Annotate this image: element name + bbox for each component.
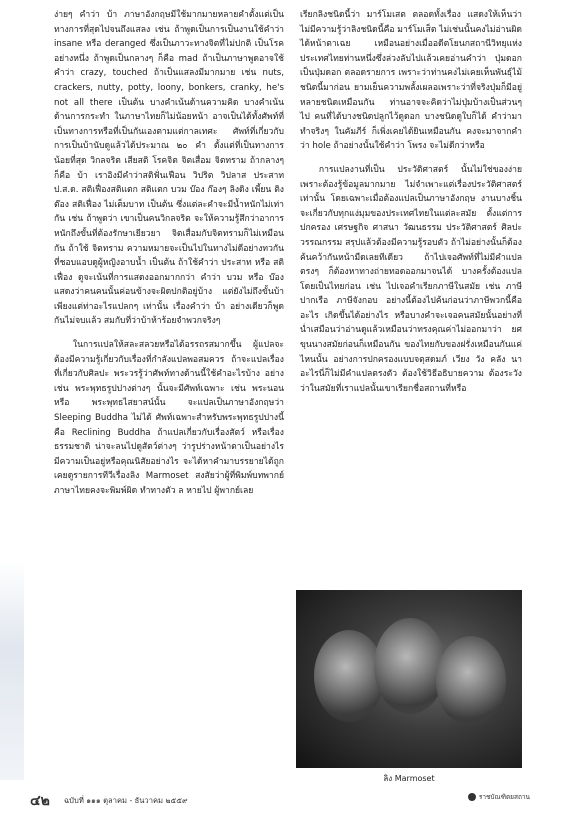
text-column-left	[54, 8, 284, 499]
marmoset-figure	[436, 636, 506, 726]
marmoset-figure	[314, 630, 384, 722]
body-paragraph: ง่ายๆ คำว่า บ้า ภาษาอังกฤษมีใช้มากมายหลายคำตั้งแต่เป็นทางการที่สุดไปจนถึงแสลง เช่น ถ้าพูดเป็นการเป็นงานใช้คำว่า insane หรือ deranged ซึ่งเป็นภาวะทางจิตที่ไม่ปกติ เป็นโรคอย่างหนึ่ง ถ้าพูดเป็นกลางๆ ก็คือ mad ถ้าเป็นภาษาพูดอาจใช้คำว่า crazy, touched ถ้าเป็นแสลงมีมากมาย เช่น nuts, crackers, nutty, potty, loony, bonkers, cranky, he's not all there เป็นต้น บางคำเน้นด้านความคิด บางคำเน้นด้านการกระทำ ในภาษาไทยก็ไม่น้อยหน้า อาจเป็นได้ทั้งศัพท์ที่เป็นทางการหรือที่เป็นกันเองตามแต่กาลเทศะ ศัพท์ที่เกี่ยวกับการเป็นบ้านับดูแล้วได้ประมาณ ๒๐ คำ ตั้งแต่ที่เป็นทางการน้อยที่สุด วิกลจริต เสียสติ โรคจิต จิตเสื่อม จิตทราม ถ้ากลางๆ ก็คือ บ้า เราอิงมีคำว่าสติฟั่นเฟือน วิปริต วิปลาส ประสาท ป.ส.ด. สติเฟื่องสติแตก สติแตก บวม บ๊อง ก๊องๆ ลิงดิง เพี้ยน ติงต๊อง สติเฟื่อง ไม่เต็มบาท เป็นต้น ซึ่งแต่ละคำจะมีน้ำหนักไม่เท่ากัน เช่น ถ้าพูดว่า เขาเป็นคนวิกลจริต จะให้ความรู้สึกว่าอาการหนักถึงขั้นที่ต้องรักษาเยียวยา จิตเสื่อมกับจิตทรามก็ไม่เหมือนกัน ถ้าใช้ จิตทราม ความหมายจะเป็นไปในทางไม่ดีอย่างทวกันที่ชอบแอบดูผู้หญิงอาบน้ำ เป็นต้น ถ้าใช้คำว่า ประสาท หรือ สติเฟื่อง ดูจะเน้นที่การแสดงออกมากกว่า คำว่า บวม หรือ บ๊อง แสดงว่าคนคนนั้นค่อนข้างจะผิดปกติอยู่บ้าง แต่ยังไม่ถึงขั้นบ้า เพียงแต่ท่าอะไรแปลกๆ เท่านั้น เรื่องคำว่า บ้า อย่างเดียวก็พูดกันไม่จบแล้ว สมกับที่ว่าบ้าห้าร้อยจำพวกจริงๆ	[54, 10, 284, 327]
body-paragraph: เรียกลิงชนิดนี้ว่า มาร์โมเสต ตลอดทั้งเรื่อง แสดงให้เห็นว่าไม่มีความรู้ว่าลิงชนิดนี้คือ มาร์โมเส็ต ไม่เช่นนั้นคงไม่อ่านผิดได้หน้าตาเฉย เหมือนอย่างเมื่ออดีตโยนกสถานีวิทยุแห่งประเทศไทยท่านหนึ่งซึ่งล่วงลับไปแล้วเคยอ่านคำว่า ปุ่มดอก เป็นปุ่มดอก ตลอดรายการ เพราะว่าท่านคงไม่เคยเห็นพันธุ์ไม้ชนิดนี้มาก่อน ยามเย็นความพลั้งเผลอเพราะว่าที่จริงปุ่มก็มีอยู่หลายชนิดเหมือนกัน ท่านอาจจะคิดว่าไม่ปุ่มบ้างเป็นส่วนๆ ไป คนที่ได้บางชนิดปลูกไว้ดูดอก บางชนิดดูใบก็ได้ คำว่ามาทำจริงๆ ในคัมภีร์ ก็เพิ่งเคยได้ยินเหมือนกัน คงจะมาจากคำว่า hole ถ้าอย่างนั้นใช้คำว่า โพรง จะไม่ดีกว่าหรือ	[300, 10, 522, 152]
logo-mark-icon	[468, 793, 476, 801]
photo-caption: ลิง Marmoset	[383, 774, 435, 783]
body-paragraph: ในการแปลให้สละสลวยหรือได้อรรถรสมากขึ้น ผู้แปลจะต้องมีความรู้เกี่ยวกับเรื่องที่กำลังแปลพอสมควร ถ้าจะแปลเรื่องที่เกี่ยวกับศิลปะ พระวรรู้ว่าศัพท์ทางด้านนี้ใช้คำอะไรบ้าง อย่างเช่น พระพุทธรูปปางต่างๆ นั้นจะมีศัพท์เฉพาะ เช่น พระนอน หรือ พระพุทธไสยาสน์นั้น จะแปลเป็นภาษาอังกฤษว่า Sleeping Buddha ไม่ได้ ศัพท์เฉพาะสำหรับพระพุทธรูปปางนี้คือ Reclining Buddha ถ้าแปลเกี่ยวกับเรื่องสัตว์ หรือเรื่องธรรมชาติ น่าจะลนไปดูสัตว์ต่างๆ ว่ารูปร่างหน้าตาเป็นอย่างไร มีความเป็นอยู่หรือคุณนิสัยอย่างไร จะได้หาคำมาบรรยายได้ถูก เคยดูรายการทีวีเรื่องลิง Marmoset สงสัยว่าผู้ที่พิมพ์บทพากย์ภาษาไทยคงจะพิมพ์ผิด ทำทางตัว ล หายไป ผู้พากย์เลย	[54, 340, 284, 496]
margin-decoration	[0, 560, 24, 780]
page-footer	[30, 793, 530, 809]
publisher-logo	[468, 793, 530, 801]
marmoset-figure	[374, 618, 446, 714]
publisher-logo-text: ราชบัณฑิตยสถาน	[478, 792, 530, 801]
text-column-right	[300, 8, 522, 396]
page-number: ๔๒	[30, 793, 50, 809]
body-paragraph: การแปลงานที่เป็น ประวัติศาสตร์ นั้นไม่ใช่ของง่าย เพราะต้องรู้ข้อมูลมากมาย ไม่จำเพาะแต่เรื่องประวัติศาสตร์เท่านั้น โดยเฉพาะเมื่อต้องแปลเป็นภาษาอังกฤษ งานบางชิ้นจะเกี่ยวกับทุกแง่มุมของประเทศไทยในแต่ละสมัย ตั้งแต่การปกครอง เศรษฐกิจ ศาสนา วัฒนธรรม ประวัติศาสตร์ ศิลปะ วรรณกรรม สรุปแล้วต้องมีความรู้รอบตัว ถ้าไม่อย่างนั้นก็ต้องค้นคว้ากันหน้ามืดเลยทีเดียว ถ้าไปเจอศัพท์ที่ไม่มีคำแปลตรงๆ ก็ต้องหาทางถ่ายทอดออกมาจนได้ บางครั้งต้องแปลโดยเป็นไทยก่อน เช่น ไปเจอคำเรียกภาษีในสมัย เช่น ภาษีปากเรือ ภาษีจังกอบ อย่างนี้ต้องไปค้นก่อนว่าภาษีพวกนี้คืออะไร เกิดขึ้นได้อย่างไร หรือบางคำจะเจอคนสมัยนั้นอย่างที่น่ำเสมือนว่าอ่านดูแล้วเหมือนว่าทรงคุณค่าไม่ออกมาว่า ยศขุนนางสมัยก่อนก็เหมือนกัน ของไทยกับของฝรั่งเหมือนกันแค่ไหนนั้น อย่างการปกครองแบบจตุสดมภ์ เวียง วัง คลัง นา อะไรนี่ก็ไม่มีคำแปลตรงตัว ต้องใช้วิธีอธิบายความ ต้องระวังว่าในสมัยที่เราแปลนั้นเขาเรียกชื่อสถานที่หรือ	[300, 164, 522, 394]
issue-info: ฉบับที่ ๑๑๑ ตุลาคม - ธันวาคม ๒๕๕๙	[64, 796, 188, 805]
marmoset-photo	[296, 590, 522, 768]
